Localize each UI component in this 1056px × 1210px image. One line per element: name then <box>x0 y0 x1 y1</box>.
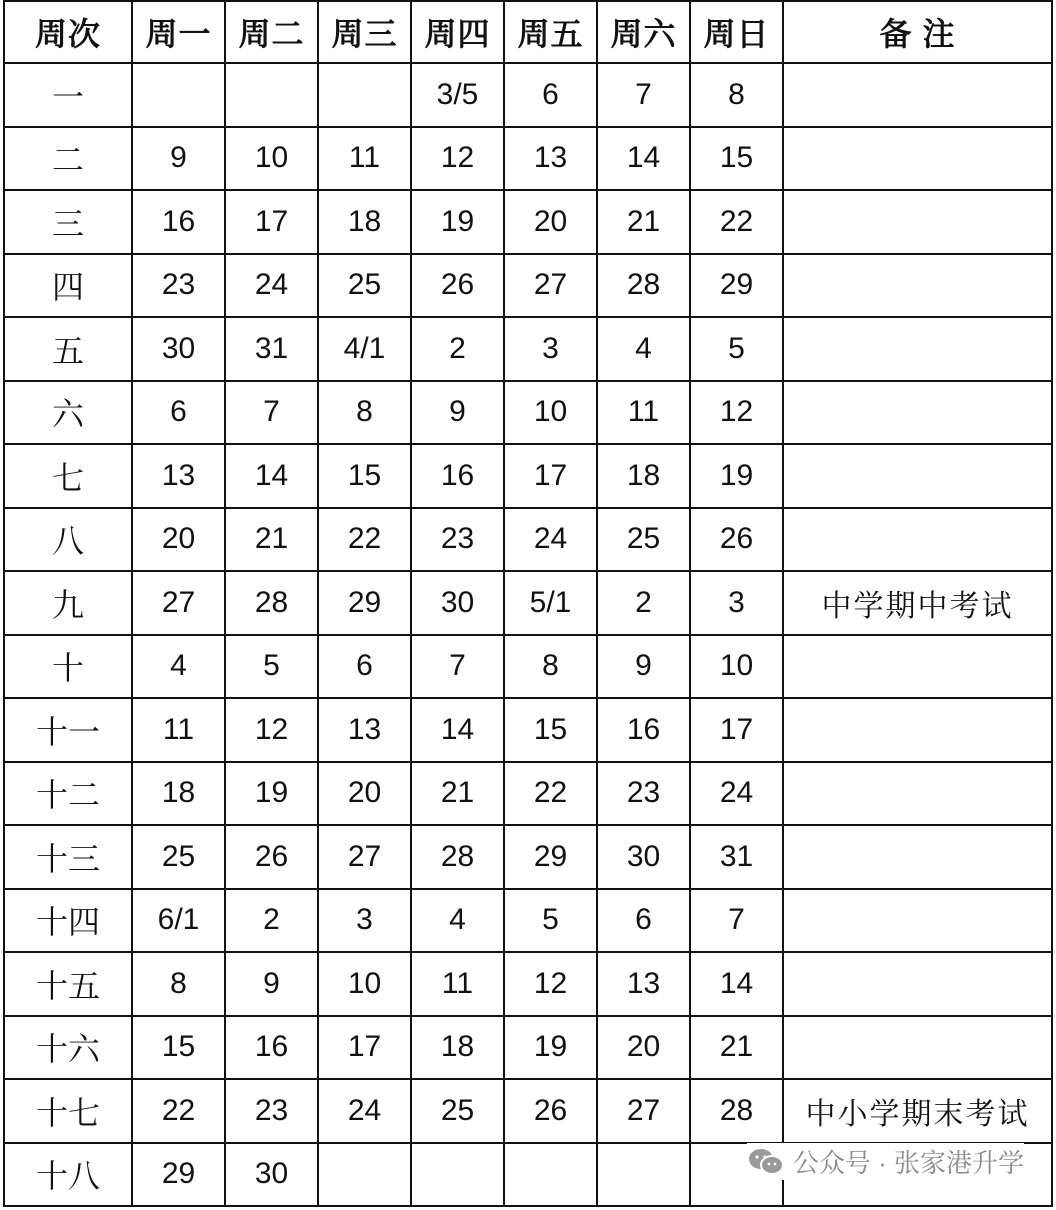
date-cell: 22 <box>690 190 783 254</box>
table-row <box>4 444 1052 508</box>
date-cell: 13 <box>318 698 411 762</box>
date-cell: 29 <box>690 254 783 318</box>
date-cell: 30 <box>132 317 225 381</box>
date-cell: 19 <box>690 444 783 508</box>
date-cell <box>132 63 225 127</box>
date-cell: 20 <box>318 762 411 826</box>
date-cell: 29 <box>132 1143 225 1207</box>
date-cell: 20 <box>132 508 225 572</box>
date-cell: 24 <box>318 1079 411 1143</box>
week-number-cell: 十三 <box>4 825 132 889</box>
date-cell: 23 <box>597 762 690 826</box>
date-cell: 6 <box>504 63 597 127</box>
date-cell: 11 <box>318 127 411 191</box>
date-cell: 3 <box>318 889 411 953</box>
week-number-cell: 二 <box>4 127 132 191</box>
date-cell: 27 <box>597 1079 690 1143</box>
date-cell: 28 <box>597 254 690 318</box>
date-cell: 18 <box>597 444 690 508</box>
date-cell <box>318 63 411 127</box>
date-cell: 24 <box>504 508 597 572</box>
date-cell: 23 <box>132 254 225 318</box>
date-cell: 5 <box>225 635 318 699</box>
week-number-cell: 十四 <box>4 889 132 953</box>
date-cell: 21 <box>225 508 318 572</box>
semester-calendar-table <box>3 0 1053 1207</box>
date-cell: 29 <box>504 825 597 889</box>
date-cell: 7 <box>411 635 504 699</box>
date-cell: 14 <box>597 127 690 191</box>
week-number-cell: 四 <box>4 254 132 318</box>
column-header: 周次 <box>4 1 132 63</box>
date-cell: 17 <box>318 1016 411 1080</box>
date-cell <box>504 1143 597 1207</box>
week-number-cell: 一 <box>4 63 132 127</box>
date-cell: 8 <box>504 635 597 699</box>
date-cell: 26 <box>225 825 318 889</box>
week-number-cell: 十 <box>4 635 132 699</box>
date-cell <box>411 1143 504 1207</box>
date-cell: 6 <box>597 889 690 953</box>
date-cell: 12 <box>225 698 318 762</box>
week-number-cell: 十五 <box>4 952 132 1016</box>
table-row <box>4 1079 1052 1143</box>
note-cell <box>783 444 1052 508</box>
date-cell: 18 <box>132 762 225 826</box>
date-cell: 28 <box>690 1079 783 1143</box>
date-cell: 25 <box>411 1079 504 1143</box>
date-cell: 4 <box>411 889 504 953</box>
date-cell: 12 <box>690 381 783 445</box>
date-cell: 15 <box>132 1016 225 1080</box>
table-row <box>4 254 1052 318</box>
date-cell: 11 <box>132 698 225 762</box>
date-cell: 31 <box>225 317 318 381</box>
date-cell: 6 <box>318 635 411 699</box>
table-row <box>4 698 1052 762</box>
note-cell <box>783 889 1052 953</box>
table-row <box>4 127 1052 191</box>
date-cell: 10 <box>504 381 597 445</box>
week-number-cell: 六 <box>4 381 132 445</box>
watermark-text: 公众号 · 张家港升学 <box>792 1148 1024 1178</box>
date-cell: 8 <box>690 63 783 127</box>
column-header: 周五 <box>504 1 597 63</box>
date-cell: 24 <box>225 254 318 318</box>
date-cell: 28 <box>411 825 504 889</box>
date-cell: 8 <box>132 952 225 1016</box>
date-cell: 4/1 <box>318 317 411 381</box>
date-cell: 18 <box>411 1016 504 1080</box>
week-number-cell: 三 <box>4 190 132 254</box>
column-header: 周六 <box>597 1 690 63</box>
date-cell: 30 <box>597 825 690 889</box>
date-cell: 23 <box>225 1079 318 1143</box>
date-cell: 26 <box>690 508 783 572</box>
note-cell: 中学期中考试 <box>783 571 1052 635</box>
note-cell <box>783 63 1052 127</box>
note-cell <box>783 952 1052 1016</box>
header-row <box>4 1 1052 63</box>
date-cell: 25 <box>318 254 411 318</box>
table-row <box>4 952 1052 1016</box>
date-cell: 10 <box>318 952 411 1016</box>
date-cell: 14 <box>690 952 783 1016</box>
note-cell <box>783 508 1052 572</box>
date-cell: 19 <box>225 762 318 826</box>
date-cell: 9 <box>411 381 504 445</box>
date-cell: 25 <box>132 825 225 889</box>
date-cell: 27 <box>132 571 225 635</box>
date-cell: 17 <box>225 190 318 254</box>
week-number-cell: 五 <box>4 317 132 381</box>
date-cell: 10 <box>690 635 783 699</box>
column-header: 周四 <box>411 1 504 63</box>
date-cell: 19 <box>504 1016 597 1080</box>
date-cell: 4 <box>597 317 690 381</box>
date-cell: 20 <box>504 190 597 254</box>
watermark <box>747 1143 1024 1180</box>
date-cell: 22 <box>132 1079 225 1143</box>
date-cell: 17 <box>690 698 783 762</box>
date-cell: 9 <box>597 635 690 699</box>
date-cell: 22 <box>318 508 411 572</box>
date-cell: 25 <box>597 508 690 572</box>
column-header: 备 注 <box>783 1 1052 63</box>
week-number-cell: 十一 <box>4 698 132 762</box>
date-cell: 22 <box>504 762 597 826</box>
date-cell: 30 <box>225 1143 318 1207</box>
note-cell: 中小学期末考试 <box>783 1079 1052 1143</box>
date-cell: 4 <box>132 635 225 699</box>
date-cell: 15 <box>318 444 411 508</box>
date-cell: 28 <box>225 571 318 635</box>
note-cell <box>783 317 1052 381</box>
week-number-cell: 九 <box>4 571 132 635</box>
date-cell: 17 <box>504 444 597 508</box>
wechat-icon <box>747 1147 785 1177</box>
date-cell: 6/1 <box>132 889 225 953</box>
date-cell: 2 <box>411 317 504 381</box>
date-cell: 13 <box>504 127 597 191</box>
date-cell: 3 <box>504 317 597 381</box>
date-cell: 29 <box>318 571 411 635</box>
note-cell <box>783 254 1052 318</box>
date-cell: 23 <box>411 508 504 572</box>
date-cell: 5 <box>504 889 597 953</box>
week-number-cell: 七 <box>4 444 132 508</box>
date-cell: 20 <box>597 1016 690 1080</box>
week-number-cell: 十六 <box>4 1016 132 1080</box>
week-number-cell: 十八 <box>4 1143 132 1207</box>
date-cell <box>318 1143 411 1207</box>
note-cell <box>783 762 1052 826</box>
date-cell: 12 <box>504 952 597 1016</box>
date-cell: 7 <box>690 889 783 953</box>
date-cell: 6 <box>132 381 225 445</box>
date-cell: 16 <box>225 1016 318 1080</box>
date-cell: 21 <box>597 190 690 254</box>
date-cell: 10 <box>225 127 318 191</box>
note-cell <box>783 190 1052 254</box>
note-cell <box>783 698 1052 762</box>
note-cell <box>783 381 1052 445</box>
table-row <box>4 825 1052 889</box>
date-cell: 3 <box>690 571 783 635</box>
table-row <box>4 190 1052 254</box>
column-header: 周一 <box>132 1 225 63</box>
date-cell: 5/1 <box>504 571 597 635</box>
date-cell: 18 <box>318 190 411 254</box>
date-cell: 16 <box>411 444 504 508</box>
note-cell <box>783 825 1052 889</box>
date-cell: 15 <box>690 127 783 191</box>
date-cell: 5 <box>690 317 783 381</box>
date-cell: 31 <box>690 825 783 889</box>
date-cell: 7 <box>225 381 318 445</box>
table-row <box>4 762 1052 826</box>
date-cell: 21 <box>411 762 504 826</box>
table-row <box>4 508 1052 572</box>
date-cell <box>597 1143 690 1207</box>
date-cell: 13 <box>132 444 225 508</box>
date-cell: 12 <box>411 127 504 191</box>
column-header: 周二 <box>225 1 318 63</box>
date-cell: 13 <box>597 952 690 1016</box>
table-row <box>4 635 1052 699</box>
table-body <box>4 63 1052 1206</box>
date-cell: 26 <box>504 1079 597 1143</box>
note-cell <box>783 127 1052 191</box>
date-cell: 30 <box>411 571 504 635</box>
date-cell: 2 <box>225 889 318 953</box>
table-row <box>4 317 1052 381</box>
date-cell: 15 <box>504 698 597 762</box>
date-cell: 26 <box>411 254 504 318</box>
week-number-cell: 十七 <box>4 1079 132 1143</box>
date-cell: 27 <box>504 254 597 318</box>
table-row <box>4 63 1052 127</box>
table-row <box>4 381 1052 445</box>
date-cell: 14 <box>225 444 318 508</box>
column-header: 周日 <box>690 1 783 63</box>
date-cell: 16 <box>132 190 225 254</box>
date-cell: 24 <box>690 762 783 826</box>
date-cell: 2 <box>597 571 690 635</box>
table-row <box>4 889 1052 953</box>
week-number-cell: 八 <box>4 508 132 572</box>
date-cell: 7 <box>597 63 690 127</box>
date-cell <box>225 63 318 127</box>
table-row <box>4 571 1052 635</box>
date-cell: 21 <box>690 1016 783 1080</box>
date-cell: 27 <box>318 825 411 889</box>
date-cell: 3/5 <box>411 63 504 127</box>
date-cell: 16 <box>597 698 690 762</box>
date-cell: 9 <box>225 952 318 1016</box>
table-row <box>4 1016 1052 1080</box>
note-cell <box>783 635 1052 699</box>
date-cell: 14 <box>411 698 504 762</box>
column-header: 周三 <box>318 1 411 63</box>
week-number-cell: 十二 <box>4 762 132 826</box>
date-cell: 8 <box>318 381 411 445</box>
date-cell: 19 <box>411 190 504 254</box>
note-cell <box>783 1016 1052 1080</box>
date-cell: 11 <box>597 381 690 445</box>
date-cell: 9 <box>132 127 225 191</box>
date-cell: 11 <box>411 952 504 1016</box>
